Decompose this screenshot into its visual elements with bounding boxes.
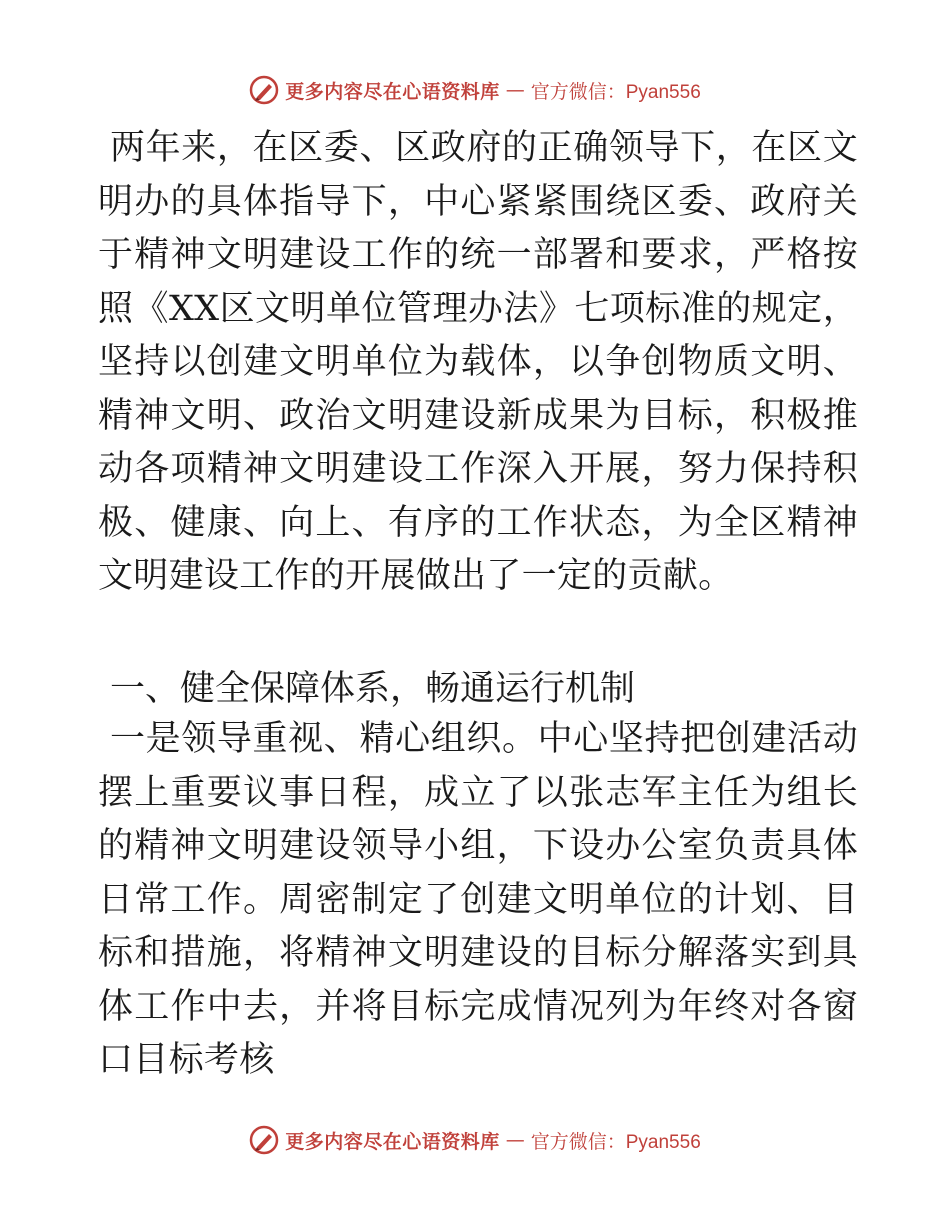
pen-logo-icon xyxy=(249,1125,279,1155)
pen-logo-icon xyxy=(249,75,279,105)
document-body xyxy=(98,122,858,636)
watermark-contact: 官方微信：Pyan556 xyxy=(530,81,701,103)
section-heading: 一、健全保障体系，畅通运行机制 xyxy=(110,669,636,709)
watermark-footer xyxy=(0,1120,950,1160)
watermark-text: 更多内容尽在心语资料库 xyxy=(285,1130,500,1153)
paragraph-section-1: 一是领导重视、精心组织。中心坚持把创建活动摆上重要议事日程，成立了以张志军主任为组长的精神文明建设领导小组，下设办公室负责具体日常工作。周密制定了创建文明单位的计划、目标和措施，将精神文明建设的目标分解落实到具体工作中去，并将目标完成情况列为年终对各窗口目标考核 xyxy=(98,719,858,1080)
watermark-separator: — xyxy=(505,1129,525,1151)
paragraph-intro: 两年来，在区委、区政府的正确领导下，在区文明办的具体指导下，中心紧紧围绕区委、政府关于精神文明建设工作的统一部署和要求，严格按照《XX区文明单位管理办法》七项标准的规定，坚持以创建文明单位为载体，以争创物质文明、精神文明、政治文明建设新成果为目标，积极推动各项精神文明建设工作深入开展，努力保持积极、健康、向上、有序的工作状态，为全区精神文明建设工作的开展做出了一定的贡献。 xyxy=(98,128,858,596)
watermark-contact: 官方微信：Pyan556 xyxy=(530,1131,701,1153)
watermark-header xyxy=(0,70,950,110)
watermark-text: 更多内容尽在心语资料库 xyxy=(285,80,500,103)
watermark-separator: — xyxy=(505,79,525,101)
